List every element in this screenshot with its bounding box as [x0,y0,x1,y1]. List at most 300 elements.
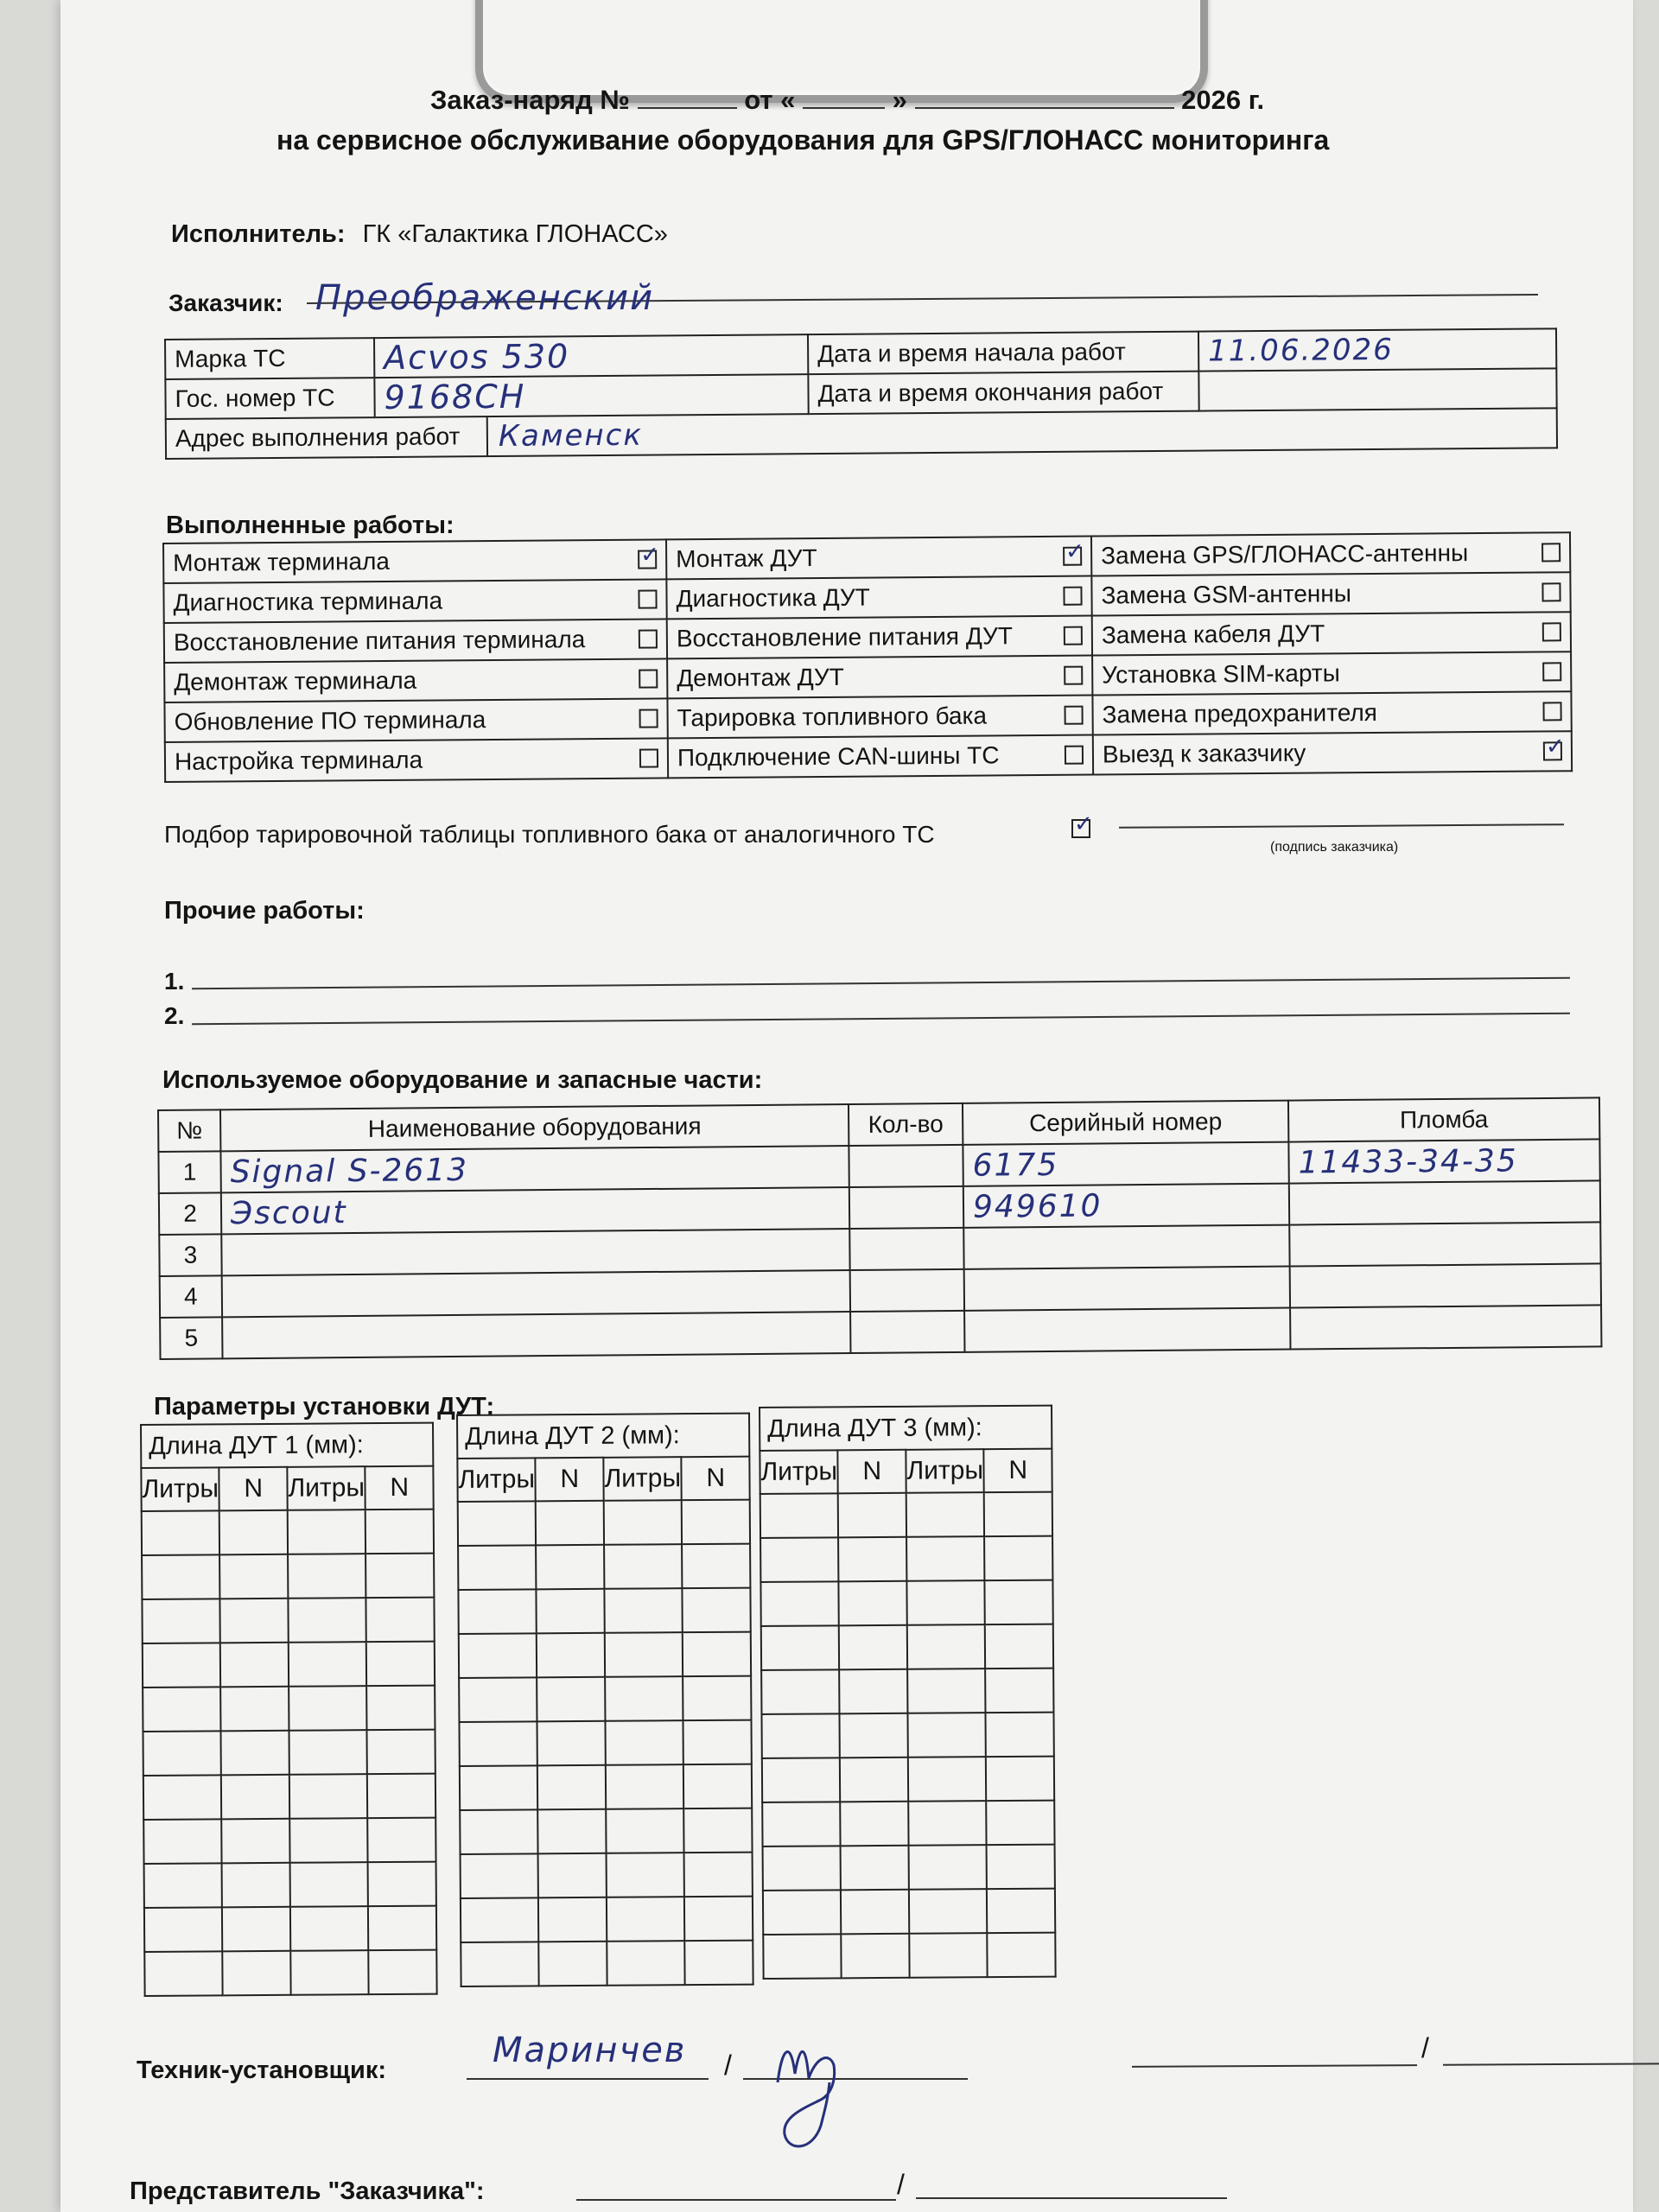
work-item [174,665,658,696]
dut-cell[interactable] [289,1686,367,1731]
dut-cell[interactable] [986,1757,1054,1802]
dut-row [459,1632,751,1678]
dut-cell[interactable] [458,1545,537,1590]
dut-row [143,1774,435,1820]
dut-row [144,1950,436,1996]
dut-row [761,1713,1053,1758]
dut-cell[interactable] [288,1510,366,1554]
work-item [677,702,1083,733]
dut-cell[interactable] [841,1846,909,1891]
work-item-checkbox[interactable] [1064,626,1083,645]
dut-row [760,1580,1052,1626]
dut-title: Параметры установки ДУТ: [154,1393,495,1421]
dut-cell[interactable] [683,1764,752,1809]
dut-cell[interactable] [840,1713,908,1758]
dut-cell[interactable] [289,1774,368,1819]
dut-cell[interactable] [219,1510,288,1555]
dut-cell[interactable] [220,1643,289,1688]
equipment-header-cell: Серийный номер [963,1101,1288,1145]
work-cell [165,738,668,782]
equipment-cell: Signal S-2613 [220,1146,849,1192]
work-cell [1092,652,1571,695]
work-item [1101,538,1560,569]
equipment-cell [850,1311,964,1353]
dut-cell[interactable] [458,1589,537,1634]
dut-cell[interactable] [142,1599,220,1643]
dut-cell[interactable] [838,1537,906,1582]
dut-row [461,1853,753,1898]
equipment-cell: 3 [159,1234,221,1276]
work-item-checkbox[interactable] [639,709,658,728]
work-item [1102,618,1561,649]
dut-cell[interactable] [906,1580,985,1625]
dut-cell[interactable] [906,1492,985,1537]
work-item-checkbox[interactable] [1542,662,1561,681]
customer-value: Преображенский [315,278,655,318]
address-label: Адрес выполнения работ [167,417,488,458]
dut-cell[interactable] [840,1669,908,1714]
work-item [174,626,658,657]
work-cell [164,658,667,702]
dut-cell[interactable] [143,1643,221,1688]
work-item-label: Монтаж ДУТ [676,544,817,573]
dut-row [762,1801,1054,1847]
dut-cell[interactable] [142,1510,220,1555]
dut-cell[interactable] [144,1951,223,1996]
customer-signature-line [1119,823,1564,829]
dut-cell[interactable] [288,1598,366,1643]
dut-cell[interactable] [220,1599,289,1643]
dut-row [460,1808,752,1854]
dut-cell[interactable] [538,1853,607,1898]
dut-cell[interactable] [606,1808,684,1853]
dut-row [761,1624,1053,1670]
dut-header-cell: N [682,1457,750,1501]
dut-cell[interactable] [908,1801,987,1846]
work-item [175,705,658,736]
dut-caption: Длина ДУТ 2 (мм): [457,1414,749,1459]
dut-cell[interactable] [838,1493,906,1538]
dut-cell[interactable] [761,1669,840,1714]
work-item-label: Демонтаж ДУТ [677,663,844,692]
work-cell [163,579,666,623]
dut-cell[interactable] [604,1588,683,1633]
dut-header-row [141,1466,433,1511]
work-item-label: Замена GSM-антенны [1101,580,1352,609]
dut-cell[interactable] [840,1758,908,1802]
dut-cell[interactable] [538,1809,607,1854]
technician-separator: / [724,2050,732,2081]
equipment-cell: 6175 [963,1142,1288,1186]
dut-row [142,1598,434,1643]
work-cell [668,735,1093,779]
equipment-cell: 2 [159,1192,221,1235]
dut-cell[interactable] [907,1669,986,1713]
plate-value: 9168СН [374,374,808,417]
dut-cell[interactable] [459,1721,537,1766]
dut-cell[interactable] [986,1669,1054,1713]
dut-table-2 [456,1413,754,1987]
dut-header-row [457,1457,749,1502]
dut-cell[interactable] [762,1758,841,1802]
work-cell [666,576,1091,620]
dut-cell[interactable] [763,1890,842,1935]
work-item-checkbox[interactable] [639,749,658,768]
signature-caption: (подпись заказчика) [1270,840,1399,855]
dut-cell[interactable] [909,1889,988,1934]
dut-cell[interactable] [222,1819,290,1864]
customer-rep-separator: / [897,2169,905,2200]
work-item-checkbox[interactable] [1542,622,1561,641]
order-month-field [915,107,1174,109]
dut-cell[interactable] [222,1863,290,1908]
calibration-checkbox[interactable] [1071,819,1090,838]
equipment-cell [849,1228,963,1270]
work-item-checkbox[interactable] [639,630,658,649]
executor-row [171,220,668,249]
dut-cell[interactable] [461,1897,539,1942]
dut-cell[interactable] [144,1907,223,1952]
work-item [175,745,658,776]
dut-cell[interactable] [604,1500,683,1545]
dut-cell[interactable] [605,1676,683,1721]
dut-row [142,1510,434,1555]
dut-row [458,1500,750,1546]
work-item [677,741,1084,772]
dut-cell[interactable] [763,1846,842,1891]
work-cell [1092,691,1571,734]
work-item-checkbox[interactable] [1542,702,1561,721]
dut-cell[interactable] [988,1933,1056,1978]
dut-cell[interactable] [683,1676,752,1721]
dut-cell[interactable] [143,1731,221,1776]
equipment-cell [1289,1222,1600,1266]
dut-cell[interactable] [841,1890,909,1935]
dut-cell[interactable] [760,1493,839,1538]
dut-cell[interactable] [841,1802,909,1847]
dut-cell[interactable] [221,1775,289,1820]
dut-cell[interactable] [682,1544,750,1589]
dut-row [143,1818,435,1864]
dut-cell[interactable] [221,1731,289,1776]
dut-row [144,1906,436,1952]
work-item-checkbox[interactable] [1063,547,1082,566]
dut-row [460,1764,752,1810]
dut-cell[interactable] [684,1808,753,1853]
dut-cell[interactable] [761,1713,840,1758]
customer-rep-label: Представитель "Заказчика": [130,2177,485,2205]
equipment-cell [849,1145,963,1187]
dut-row [762,1757,1054,1802]
equipment-cell: 11433-34-35 [1288,1139,1599,1183]
technician-name-line [467,2078,709,2080]
dut-header-cell: Литры [141,1467,219,1511]
work-cell [163,539,666,583]
brand-value: Acvos 530 [374,334,808,378]
dut-row [459,1720,751,1766]
dut-table-1 [140,1422,438,1997]
dut-cell[interactable] [909,1933,988,1978]
dut-cell[interactable] [987,1845,1055,1890]
dut-row [760,1492,1052,1538]
dut-cell[interactable] [365,1510,434,1554]
equipment-table [157,1096,1602,1360]
dut-cell[interactable] [143,1775,222,1820]
dut-row [461,1897,753,1942]
dut-cell[interactable] [760,1537,839,1582]
equipment-cell: Эscout [221,1187,849,1234]
dut-cell[interactable] [367,1774,435,1819]
dut-cell[interactable] [289,1730,367,1775]
dut-cell[interactable] [460,1809,538,1854]
order-title-line1 [430,85,1264,116]
dut-row [458,1544,750,1590]
dut-header-cell: Литры [906,1449,984,1493]
work-item-checkbox[interactable] [639,670,658,689]
dut-cell[interactable] [536,1501,604,1546]
dut-cell[interactable] [365,1554,434,1599]
work-item [173,586,657,617]
dut-cell[interactable] [366,1642,435,1687]
dut-row [461,1941,753,1986]
other-work-2-line [192,1013,1570,1026]
dut-caption: Длина ДУТ 3 (мм): [760,1406,1052,1451]
order-year: 2026 г. [1181,85,1265,115]
work-item-checkbox[interactable] [638,550,657,569]
work-item-checkbox[interactable] [1541,543,1560,562]
work-item-label: Замена предохранителя [1102,698,1378,728]
dut-cell[interactable] [288,1554,366,1599]
dut-header-cell: N [365,1466,434,1510]
equipment-cell [963,1225,1289,1269]
address-value: Каменск [498,417,644,454]
second-technician-separator: / [1421,2032,1429,2063]
dut-cell[interactable] [290,1862,369,1907]
dut-cell[interactable] [839,1625,907,1670]
dut-cell[interactable] [760,1581,839,1626]
dut-cell[interactable] [223,1951,291,1996]
dut-cell[interactable] [987,1889,1055,1934]
dut-cell[interactable] [461,1853,539,1898]
dut-cell[interactable] [909,1845,988,1890]
work-cell [1093,731,1572,774]
second-technician-sign-line [1443,2063,1659,2065]
dut-cell[interactable] [536,1545,604,1590]
work-item-label: Замена кабеля ДУТ [1101,620,1325,649]
dut-cell[interactable] [986,1713,1054,1758]
dut-cell[interactable] [142,1554,220,1599]
dut-header-row [760,1449,1052,1494]
dut-cell[interactable] [460,1765,538,1810]
order-number-label: Заказ-наряд № [430,85,630,115]
dut-cell[interactable] [907,1624,986,1669]
dut-row [763,1933,1055,1979]
technician-signature [752,2013,873,2160]
dut-cell[interactable] [290,1906,369,1951]
dut-cell[interactable] [984,1492,1052,1537]
work-item-label: Тарировка топливного бака [677,702,988,732]
equipment-cell [221,1229,849,1275]
dut-caption: Длина ДУТ 1 (мм): [141,1423,433,1468]
dut-cell[interactable] [762,1802,841,1847]
work-item-checkbox[interactable] [1065,706,1084,725]
brand-label: Марка ТС [165,338,374,379]
work-item-checkbox[interactable] [638,590,657,609]
work-item [1103,737,1562,768]
dut-cell[interactable] [538,1897,607,1942]
dut-cell[interactable] [987,1801,1055,1846]
work-item-checkbox[interactable] [1063,587,1082,606]
equipment-cell [222,1312,850,1358]
technician-label: Техник-установщик: [137,2056,387,2084]
equipment-cell: 949610 [963,1184,1289,1228]
executor-value: ГК «Галактика ГЛОНАСС» [362,220,668,248]
work-item-label: Установка SIM-карты [1102,659,1340,689]
dut-cell[interactable] [537,1765,606,1810]
work-cell [1091,572,1570,615]
dut-cell[interactable] [367,1730,435,1775]
dut-cell[interactable] [761,1625,840,1670]
dut-cell[interactable] [289,1642,367,1687]
customer-label: Заказчик: [168,289,283,316]
work-item-label: Обновление ПО терминала [174,706,486,735]
equipment-header-cell: Пломба [1288,1097,1599,1141]
work-item [677,662,1083,693]
dut-cell[interactable] [839,1581,907,1626]
dut-cell[interactable] [604,1544,683,1589]
equipment-cell [964,1308,1290,1352]
plate-label: Гос. номер ТС [165,378,374,419]
work-item-label: Восстановление питания ДУТ [676,622,1014,652]
work-item-checkbox[interactable] [1543,741,1562,760]
work-cell [667,696,1092,739]
work-item [173,546,657,577]
equipment-cell [964,1267,1290,1311]
dut-cell[interactable] [143,1687,221,1732]
dut-cell[interactable] [685,1941,753,1986]
order-number-field [638,107,737,109]
equipment-header-cell: Кол-во [849,1103,963,1146]
equipment-cell: 5 [160,1317,222,1359]
order-title-line2: на сервисное обслуживание оборудования для GPS/ГЛОНАСС мониторинга [276,124,1330,156]
dut-cell[interactable] [289,1818,368,1863]
dut-cell[interactable] [537,1633,605,1678]
dut-header-cell: Литры [287,1466,365,1510]
other-work-1-line [192,977,1570,990]
dut-cell[interactable] [906,1536,985,1581]
dut-row [458,1588,750,1634]
work-item [1102,658,1561,689]
dut-cell[interactable] [763,1934,842,1979]
work-item-label: Настройка терминала [174,746,423,775]
end-label: Дата и время окончания работ [808,372,1198,415]
work-item-checkbox[interactable] [1065,746,1084,765]
dut-cell[interactable] [605,1632,683,1677]
dut-cell[interactable] [985,1624,1053,1669]
dut-cell[interactable] [368,1818,436,1863]
dut-header-cell: N [984,1449,1052,1493]
dut-cell[interactable] [539,1942,607,1986]
dut-cell[interactable] [219,1554,288,1599]
dut-cell[interactable] [368,1862,436,1907]
dut-cell[interactable] [537,1589,605,1634]
work-item-checkbox[interactable] [1064,666,1083,685]
dut-cell[interactable] [369,1950,437,1995]
dut-cell[interactable] [537,1677,606,1722]
work-item-checkbox[interactable] [1541,582,1560,601]
dut-cell[interactable] [368,1906,436,1951]
work-item [676,543,1082,574]
dut-row [143,1686,435,1732]
customer-rep-name-line [576,2199,896,2201]
second-technician-line [1132,2064,1417,2068]
dut-cell[interactable] [144,1863,223,1908]
dut-cell[interactable] [367,1686,435,1731]
dut-cell[interactable] [683,1632,751,1677]
dut-cell[interactable] [684,1897,753,1942]
work-item-label: Замена GPS/ГЛОНАСС-антенны [1101,539,1469,569]
dut-cell[interactable] [985,1580,1053,1625]
dut-cell[interactable] [607,1941,685,1986]
dut-cell[interactable] [684,1853,753,1897]
dut-cell[interactable] [984,1536,1052,1581]
equipment-cell [1290,1263,1601,1307]
dut-cell[interactable] [221,1687,289,1732]
equipment-cell [1289,1180,1600,1224]
work-cell [164,698,667,742]
work-item-label: Монтаж терминала [173,547,391,576]
dut-cell[interactable] [366,1598,435,1643]
dut-cell[interactable] [907,1713,986,1758]
dut-cell[interactable] [537,1721,606,1766]
dut-cell[interactable] [222,1907,290,1952]
equipment-header-cell: № [158,1109,220,1152]
works-title: Выполненные работы: [166,512,454,539]
dut-row [144,1862,436,1908]
work-item [1101,578,1560,609]
dut-cell[interactable] [908,1757,987,1802]
dut-cell[interactable] [605,1720,683,1765]
dut-row [760,1536,1052,1582]
dut-cell[interactable] [458,1501,537,1546]
start-value: 11.06.2026 [1198,328,1556,371]
dut-header-cell: Литры [760,1450,838,1494]
dut-cell[interactable] [607,1853,685,1897]
equipment-header-cell: Наименование оборудования [220,1104,849,1151]
dut-cell[interactable] [459,1677,537,1722]
dut-row [763,1845,1055,1891]
dut-cell[interactable] [842,1934,910,1979]
dut-cell[interactable] [459,1633,537,1678]
dut-cell[interactable] [143,1819,222,1864]
work-cell [667,656,1092,699]
dut-cell[interactable] [607,1897,685,1942]
dut-cell[interactable] [683,1588,751,1633]
dut-cell[interactable] [606,1764,684,1809]
dut-cell[interactable] [682,1500,750,1545]
equipment-cell [1290,1305,1601,1349]
dut-cell[interactable] [461,1942,539,1986]
dut-row [143,1642,435,1688]
technician-name: Маринчев [493,2031,687,2070]
dut-cell[interactable] [683,1720,752,1765]
work-cell [667,616,1092,659]
work-cell [1091,532,1570,575]
document-sheet [60,0,1633,2212]
other-work-2-label: 2. [164,1002,185,1029]
end-value [1198,368,1556,410]
dut-cell[interactable] [290,1950,369,1995]
